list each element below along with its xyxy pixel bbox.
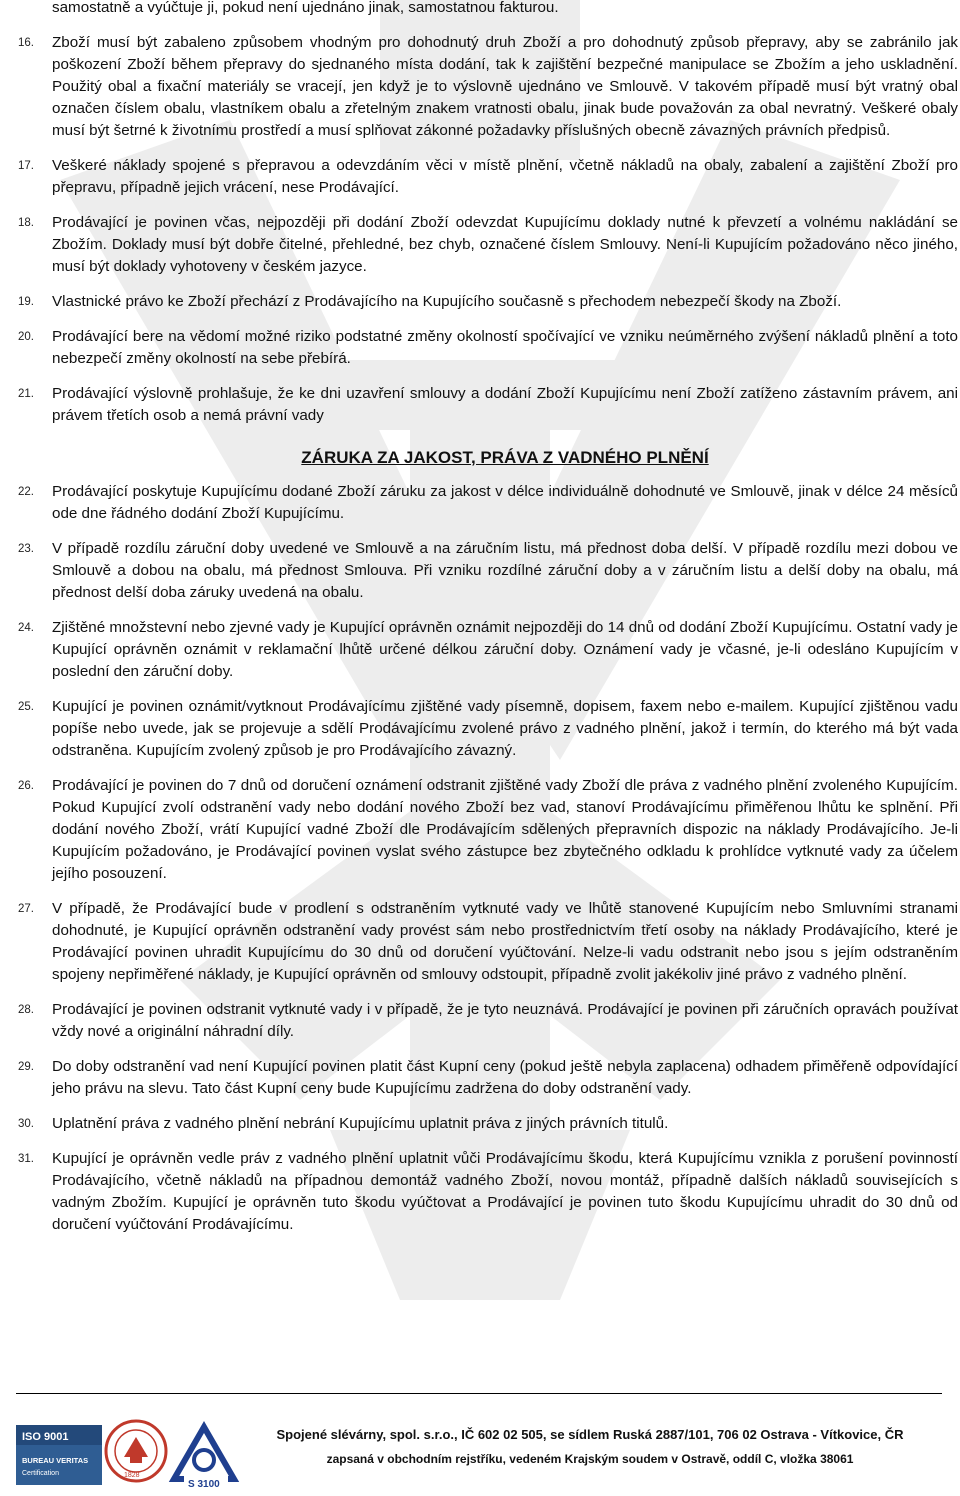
paragraph-number: 16.: [18, 37, 34, 49]
certification-label: Certification: [22, 1470, 59, 1477]
paragraph-28: [18, 999, 958, 1043]
paragraph-text: Vlastnické právo ke Zboží přechází z Prodávajícího na Kupujícího současně s přechodem nebezpečí škody na Zboží.: [52, 293, 842, 310]
paragraph-20: [18, 326, 958, 370]
paragraph-text: Zjištěné množstevní nebo zjevné vady je Kupující oprávněn oznámit nejpozději do 14 dnů od dodání Zboží Kupujícímu. Ostatní vady je Kupující oprávněn oznámit v reklamační lhůtě určené délkou záruční doby. Oznámení vady je včasné, je-li odesláno Kupujícím v poslední den záruční doby.: [52, 619, 958, 680]
paragraph-number: 27.: [18, 903, 34, 915]
paragraph-number: 21.: [18, 388, 34, 400]
paragraph-text: Prodávající je povinen odstranit vytknuté vady i v případě, že je tyto neuznává. Prodávající je povinen při záručních opravách používat vždy nové a originální náhradní díly.: [52, 1001, 958, 1040]
paragraph-16: [18, 32, 958, 142]
paragraph-30: [18, 1113, 958, 1135]
paragraph-text: Do doby odstranění vad není Kupující povinen platit část Kupní ceny (pokud ještě nebyla zaplacena) odhadem přiměřeně odpovídající jeho právu na slevu. Tato část Kupní ceny bude Kupujícímu zadržena do doby odstranění vady.: [52, 1058, 958, 1097]
footer-divider: [16, 1393, 942, 1394]
paragraph-text: Veškeré náklady spojené s přepravou a odevzdáním věci v místě plnění, včetně nákladů na obaly, zabalení a zajištění Zboží pro přepravu, případně jejich vrácení, nese Prodávající.: [52, 157, 958, 196]
paragraph-text: Kupující je oprávněn vedle práv z vadného plnění uplatnit vůči Prodávajícímu škodu, která Kupujícímu vznikla z porušení povinností Prodávajícího, včetně nákladů na případnou demontáž vadného Zboží, novou montáž, případně dalších nákladů souvisejících s vadným Zbožím. Kupující je oprávněn tuto škodu vyúčtovat a Prodávající je povinen tuto škodu Kupujícímu uhradit do 30 dnů od doručení vyúčtování Prodávajícímu.: [52, 1150, 958, 1233]
bv-year: 1828: [124, 1472, 140, 1479]
iso-label: ISO 9001: [22, 1431, 69, 1443]
paragraph-text: Kupující je povinen oznámit/vytknout Prodávajícímu zjištěné vady písemně, dopisem, faxem nebo e-mailem. Kupující zjištěnou vadu popíše nebo uvede, jak se projevuje a sdělí Prodávajícímu zvolené právo z vadného plnění, jakož i termín, do kterého má být vada odstraněna. Kupujícím zvolený způsob je pro Prodávajícího závazný.: [52, 698, 958, 759]
paragraph-number: 17.: [18, 160, 34, 172]
paragraph-31: [18, 1148, 958, 1236]
paragraph-18: [18, 212, 958, 278]
paragraph-number: 26.: [18, 780, 34, 792]
paragraph-29: [18, 1056, 958, 1100]
footer-registry-line: zapsaná v obchodním rejstříku, vedeném Krajským soudem v Ostravě, oddíl C, vložka 38061: [326, 1452, 854, 1466]
paragraph-number: 23.: [18, 543, 34, 555]
s3100-logo: [174, 1427, 234, 1490]
bureau-veritas-label: BUREAU VERITAS: [22, 1456, 89, 1465]
paragraph-22: [18, 481, 958, 525]
footer-company-line: Spojené slévárny, spol. s.r.o., IČ 602 02 505, se sídlem Ruská 2887/101, 706 02 Ostrava - Vítkovice, ČR: [276, 1427, 904, 1442]
paragraph-17: [18, 155, 958, 199]
paragraph-text: Prodávající výslovně prohlašuje, že ke dni uzavření smlouvy a dodání Zboží Kupujícímu není Zboží zatíženo zástavním právem, ani právem třetích osob a nemá právní vady: [52, 385, 958, 424]
paragraph-text: samostatně a vyúčtuje ji, pokud není ujednáno jinak, samostatnou fakturou.: [52, 0, 559, 16]
paragraph-19: [18, 291, 958, 313]
paragraph-number: 18.: [18, 217, 34, 229]
paragraph-21: [18, 383, 958, 427]
paragraph-continuation: [18, 0, 958, 19]
paragraph-24: [18, 617, 958, 683]
paragraph-text: Prodávající je povinen včas, nejpozději při dodání Zboží odevzdat Kupujícímu doklady nutné k převzetí a volnému nakládání se Zbožím. Doklady musí být dobře čitelné, přehledné, bez chyb, označené číslem Smlouvy. Není-li Kupujícím požadováno něco jiného, musí být doklady vyhotoveny v českém jazyce.: [52, 214, 958, 275]
paragraph-number: 19.: [18, 296, 34, 308]
paragraph-number: 29.: [18, 1061, 34, 1073]
bureau-veritas-seal-icon: [106, 1421, 166, 1481]
paragraph-26: [18, 775, 958, 885]
paragraph-25: [18, 696, 958, 762]
paragraph-text: V případě, že Prodávající bude v prodlení s odstraněním vytknuté vady ve lhůtě stanovené Kupujícím nebo Smluvními stranami dohodnuté, je Kupující oprávněn odstranění vady provést sám nebo prostřednictvím třetí osoby na náklady Prodávajícího, které je Prodávající povinen uhradit Kupujícímu do 30 dnů od doručení vyúčtování. Nelze-li vadu odstranit nebo jsou s jejím odstraněním spojeny nepřiměřené náklady, je Kupující oprávněn od smlouvy odstoupit, případně zvolit jakékoliv jiné právo z vadného plnění.: [52, 900, 958, 983]
iso-9001-logo: [16, 1425, 102, 1485]
paragraph-23: [18, 538, 958, 604]
paragraph-text: Prodávající bere na vědomí možné riziko podstatné změny okolností spočívající ve vzniku neúměrného zvýšení nákladů plnění a toto nebezpečí změny okolností na sebe přebírá.: [52, 328, 958, 367]
paragraph-text: V případě rozdílu záruční doby uvedené ve Smlouvě a na záručním listu, má přednost doba delší. V případě rozdílu mezi dobou ve Smlouvě a dobou na obalu, má přednost Smlouva. Při vzniku rozdílné záruční doby a v záručním listu a delší doby na obalu, má přednost delší doba záruky uvedená na obalu.: [52, 540, 958, 601]
paragraph-text: Prodávající poskytuje Kupujícímu dodané Zboží záruku za jakost v délce individuálně dohodnuté ve Smlouvě, jinak v délce 24 měsíců ode dne řádného dodání Zboží Kupujícímu.: [52, 483, 958, 522]
paragraph-number: 28.: [18, 1004, 34, 1016]
certification-logos: [14, 1405, 244, 1491]
paragraph-number: 20.: [18, 331, 34, 343]
paragraph-text: Uplatnění práva z vadného plnění nebrání Kupujícímu uplatnit práva z jiných právních titulů.: [52, 1115, 669, 1132]
paragraph-text: Prodávající je povinen do 7 dnů od doručení oznámení odstranit zjištěné vady Zboží dle práva z vadného plnění zvoleného Kupujícím. Pokud Kupující zvolí odstranění vady nebo dodání nového Zboží bez vad, stanoví Prodávajícímu přiměřenou lhůtu ke splnění. Při dodání nového Zboží, vrátí Kupující vadné Zboží dle Prodávajícím sdělených přepravních dispozic na náklady Prodávajícího. Je-li Kupujícím požadováno, je Prodávající povinen vyslat svého zástupce bez zbytečného odkladu k prohlídce vytknuté vady za účelem jejího posouzení.: [52, 777, 958, 882]
s3100-label: S 3100: [188, 1479, 220, 1490]
document-body: [18, 0, 958, 1249]
paragraph-number: 25.: [18, 701, 34, 713]
paragraph-number: 31.: [18, 1153, 34, 1165]
section-heading: ZÁRUKA ZA JAKOST, PRÁVA Z VADNÉHO PLNĚNÍ: [301, 448, 709, 467]
paragraph-number: 30.: [18, 1118, 34, 1130]
paragraph-number: 22.: [18, 486, 34, 498]
paragraph-27: [18, 898, 958, 986]
paragraph-number: 24.: [18, 622, 34, 634]
paragraph-text: Zboží musí být zabaleno způsobem vhodným pro dohodnutý druh Zboží a pro dohodnutý způsob přepravy, aby se zabránilo jak poškození Zboží během přepravy do sjednaného místa dodání, tak k zajištění bezpečné manipulace se Zbožím a jeho uskladnění. Použitý obal a fixační materiály se vracejí, jen když je to výslovně ujednáno ve Smlouvě. V takovém případě musí být vratný obal označen číslem obalu, vlastníkem obalu a zřetelným znakem vratnosti obalu, jinak bude považován za obal nevratný. Veškeré obaly musí být šetrné k životnímu prostředí a musí splňovat zákonné požadavky příslušných obecně závazných právních předpisů.: [52, 34, 958, 139]
